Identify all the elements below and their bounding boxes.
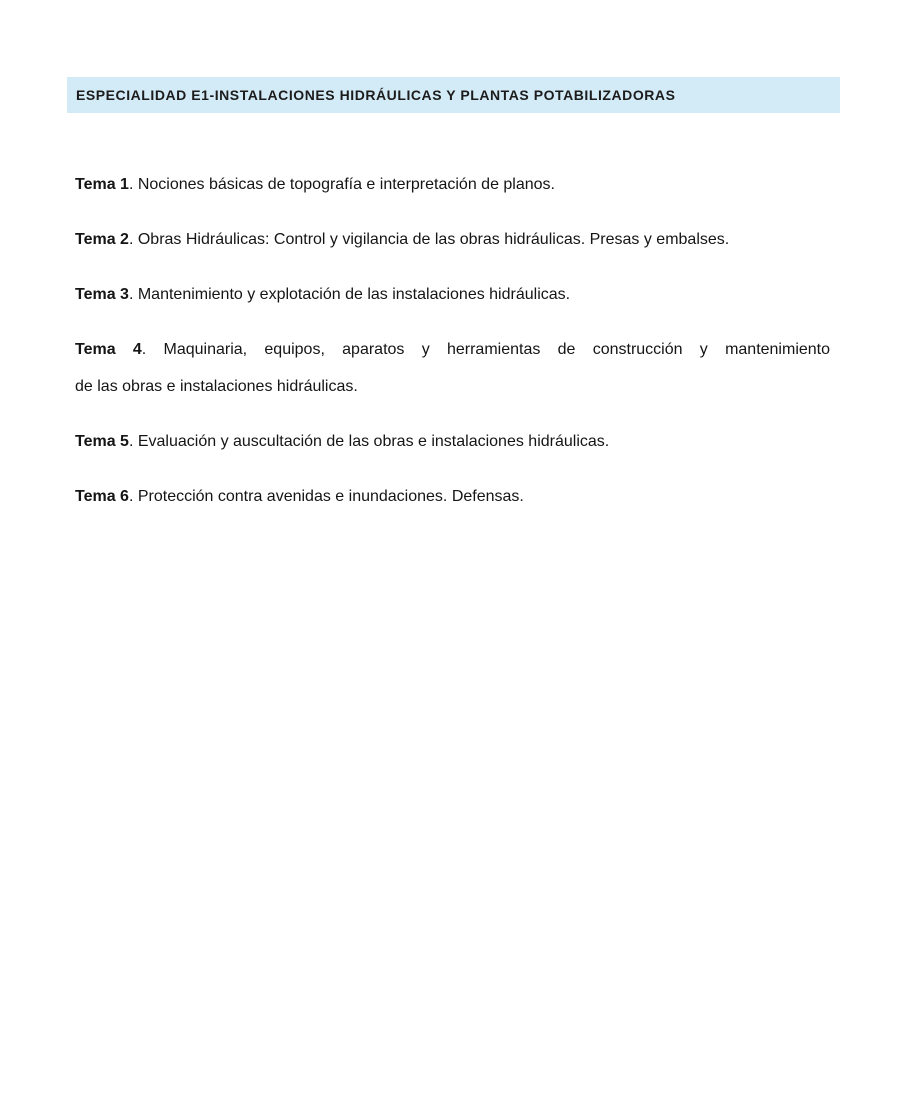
specialty-header-title: ESPECIALIDAD E1-INSTALACIONES HIDRÁULICAS Y PLANTAS POTABILIZADORAS (76, 87, 676, 103)
topic-item (75, 331, 830, 405)
topic-label: Tema 6 (75, 488, 129, 505)
topic-item (75, 166, 830, 203)
topic-text: . Maquinaria, equipos, aparatos y herramientas de construcción y mantenimiento (141, 341, 831, 358)
document-page (0, 77, 908, 1097)
specialty-header-bar (67, 77, 840, 113)
topic-text: . Protección contra avenidas e inundaciones. Defensas. (128, 488, 524, 505)
topic-text: . Obras Hidráulicas: Control y vigilancia de las obras hidráulicas. Presas y embalses. (128, 231, 730, 248)
topic-text: . Evaluación y auscultación de las obras e instalaciones hidráulicas. (128, 433, 610, 450)
topic-label: Tema 3 (75, 286, 129, 303)
topic-text: . Mantenimiento y explotación de las instalaciones hidráulicas. (128, 286, 571, 303)
topic-item (75, 478, 830, 515)
topic-label: Tema 4 (75, 341, 142, 358)
topic-label: Tema 2 (75, 231, 129, 248)
topic-item (75, 423, 830, 460)
topic-text: . Nociones básicas de topografía e interpretación de planos. (128, 176, 555, 193)
topic-item (75, 276, 830, 313)
topic-item (75, 221, 830, 258)
topic-list (75, 166, 830, 515)
topic-text-continued: de las obras e instalaciones hidráulicas. (75, 378, 358, 395)
topic-label: Tema 1 (75, 176, 129, 193)
topic-label: Tema 5 (75, 433, 129, 450)
